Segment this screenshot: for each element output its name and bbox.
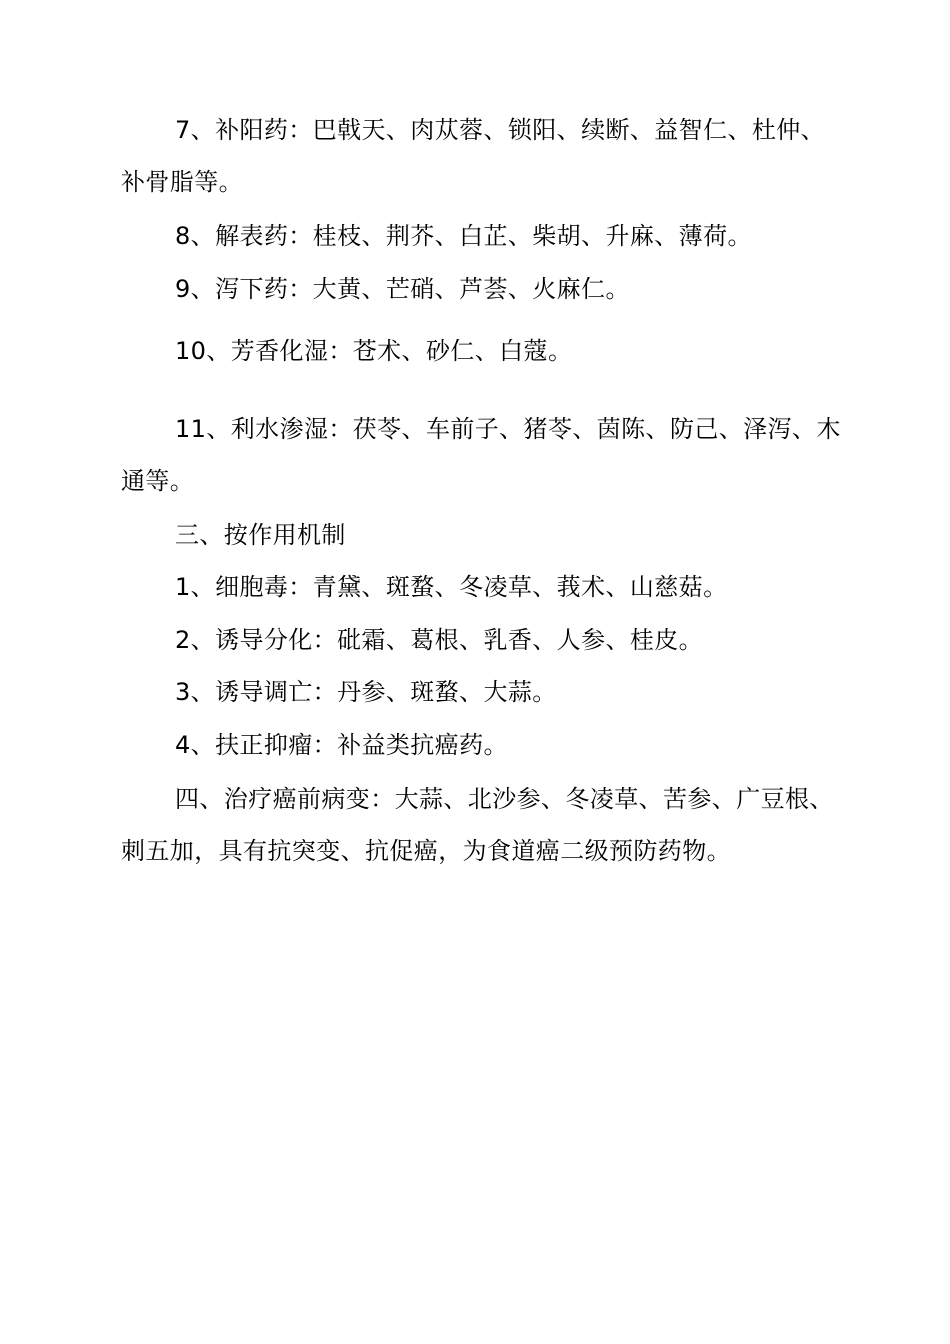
paragraph-diuretics: 11、利水渗湿：茯苓、车前子、猪苓、茵陈、防己、泽泻、木通等。	[121, 415, 841, 495]
paragraph-apoptosis: 3、诱导调亡：丹参、斑蝥、大蒜。	[175, 678, 557, 706]
section-heading-precancerous: 四、治疗癌前病变：大蒜、北沙参、冬凌草、苦参、广豆根、刺五加，具有抗突变、抗促癌，为食道癌二级预防药物。	[121, 785, 834, 865]
paragraph-aromatic-dampness: 10、芳香化湿：苍术、砂仁、白蔻。	[175, 337, 573, 365]
paragraph-cytotoxic: 1、细胞毒：青黛、斑蝥、冬凌草、莪术、山慈菇。	[175, 573, 728, 601]
section-heading-mechanism: 三、按作用机制	[175, 521, 346, 549]
paragraph-tumor-suppression: 4、扶正抑瘤：补益类抗癌药。	[175, 731, 508, 759]
paragraph-exterior-releasing: 8、解表药：桂枝、荆芥、白芷、柴胡、升麻、薄荷。	[175, 222, 752, 250]
paragraph-yang-tonics: 7、补阳药：巴戟天、肉苁蓉、锁阳、续断、益智仁、杜仲、补骨脂等。	[121, 116, 826, 196]
paragraph-differentiation: 2、诱导分化：砒霜、葛根、乳香、人参、桂皮。	[175, 626, 704, 654]
paragraph-purgatives: 9、泻下药：大黄、芒硝、芦荟、火麻仁。	[175, 275, 630, 303]
